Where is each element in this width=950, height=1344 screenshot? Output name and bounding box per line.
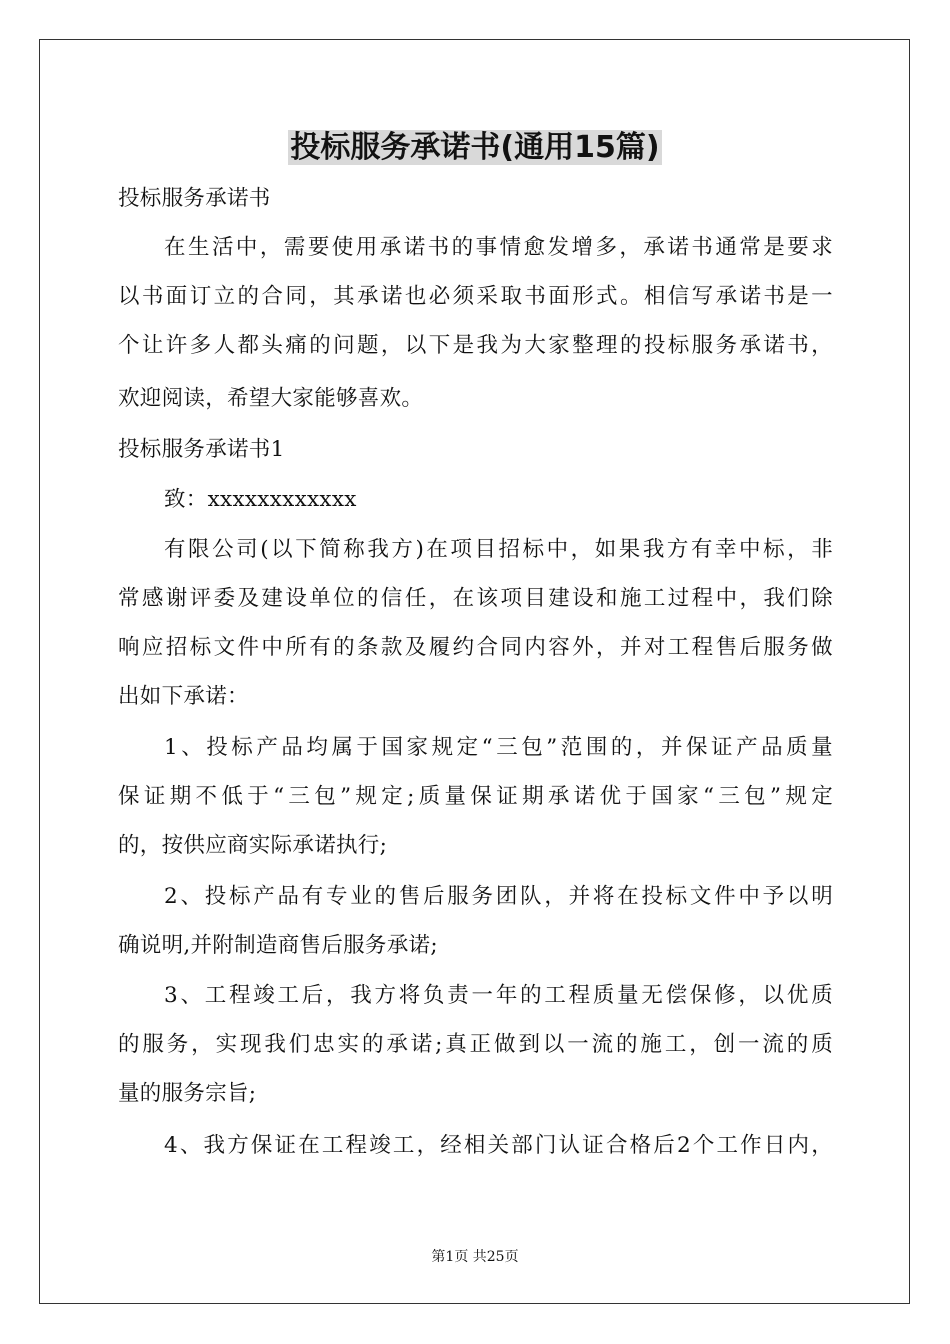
text-line: 2、投标产品有专业的售后服务团队，并将在投标文件中予以明 <box>164 884 833 909</box>
page-border <box>39 39 910 1304</box>
text-line: 投标服务承诺书1 <box>118 437 285 462</box>
text-line: 响应招标文件中所有的条款及履约合同内容外，并对工程售后服务做 <box>118 635 833 660</box>
text-line: 致：xxxxxxxxxxxx <box>164 487 357 512</box>
text-line: 4、我方保证在工程竣工，经相关部门认证合格后2个工作日内， <box>164 1133 833 1158</box>
text-line: 1、投标产品均属于国家规定“三包”范围的，并保证产品质量 <box>164 735 833 760</box>
text-line: 在生活中，需要使用承诺书的事情愈发增多，承诺书通常是要求 <box>164 235 833 260</box>
text-line: 的，按供应商实际承诺执行; <box>118 833 388 858</box>
text-line: 的服务，实现我们忠实的承诺;真正做到以一流的施工，创一流的质 <box>118 1032 833 1057</box>
text-line: 个让许多人都头痛的问题，以下是我为大家整理的投标服务承诺书， <box>118 333 833 358</box>
text-line: 以书面订立的合同，其承诺也必须采取书面形式。相信写承诺书是一 <box>118 284 833 309</box>
document-title-text: 投标服务承诺书(通用15篇) <box>290 130 660 165</box>
document-title <box>0 126 950 170</box>
text-line: 量的服务宗旨; <box>118 1081 257 1106</box>
text-line: 确说明,并附制造商售后服务承诺; <box>118 933 438 958</box>
page-number-footer: 第1页 共25页 <box>431 1249 519 1265</box>
text-line: 3、工程竣工后，我方将负责一年的工程质量无偿保修，以优质 <box>164 983 833 1008</box>
text-line: 常感谢评委及建设单位的信任，在该项目建设和施工过程中，我们除 <box>118 586 833 611</box>
text-line: 出如下承诺： <box>118 684 249 709</box>
text-line: 保证期不低于“三包”规定;质量保证期承诺优于国家“三包”规定 <box>118 784 833 809</box>
text-line: 投标服务承诺书 <box>118 186 271 211</box>
text-line: 有限公司(以下简称我方)在项目招标中，如果我方有幸中标，非 <box>164 537 833 562</box>
text-line: 欢迎阅读，希望大家能够喜欢。 <box>118 386 424 411</box>
